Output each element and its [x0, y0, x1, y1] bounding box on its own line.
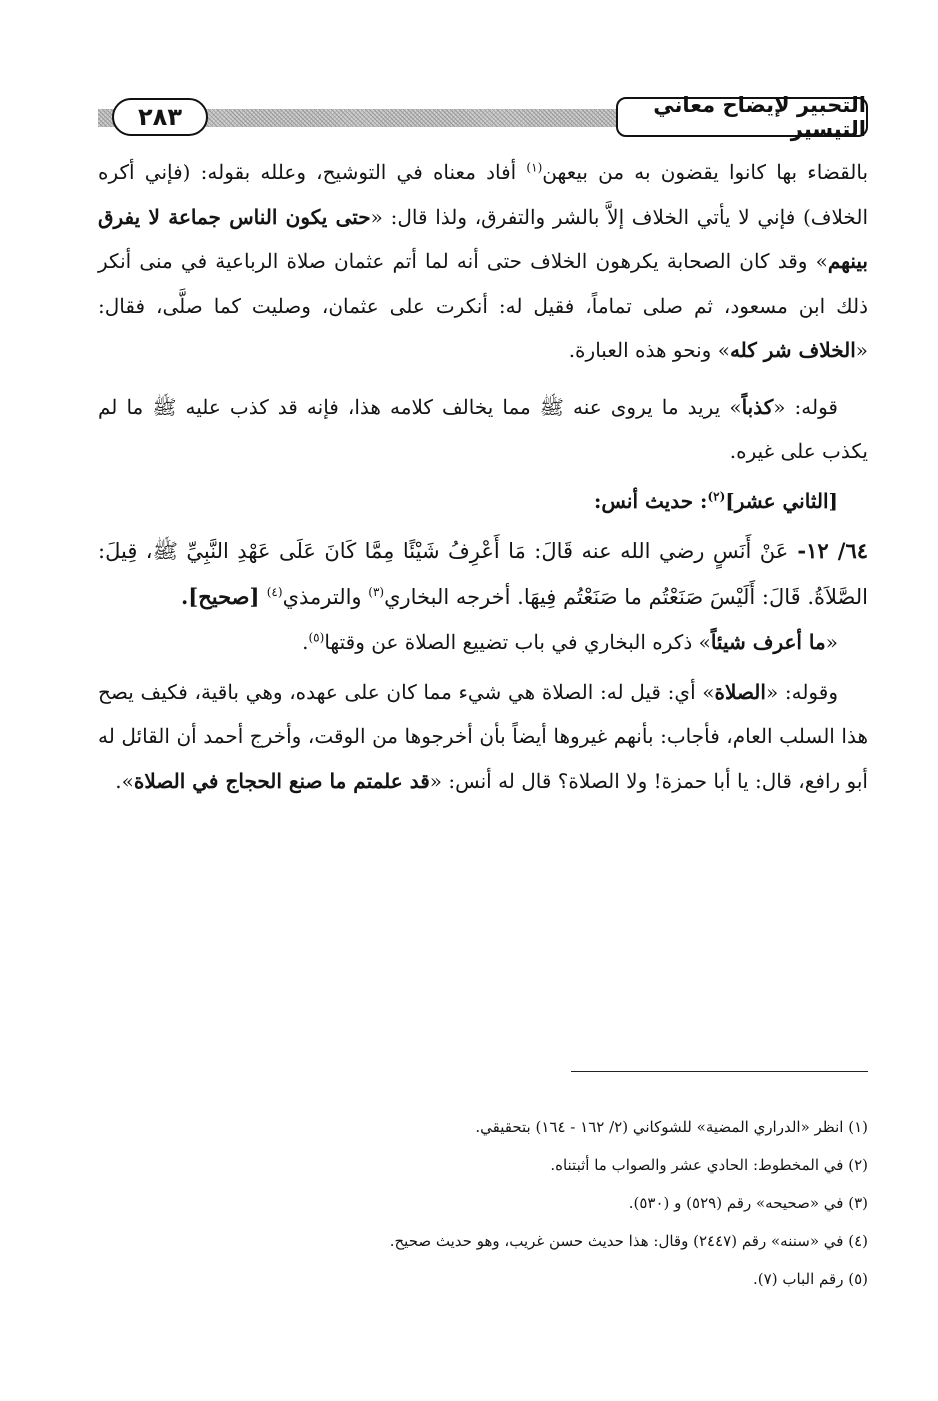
quoted-word: كذباً	[741, 394, 774, 419]
paragraph-4	[98, 670, 868, 804]
text-span: » يريد ما يروى عنه ﷺ مما يخالف كلامه هذا، فإنه قد كذب عليه ﷺ ما لم يكذب على غيره.	[98, 394, 868, 463]
footnote-1: (١) انظر «الدراري المضية» للشوكاني (٢/ ١٦٢ - ١٦٤) بتحقيقي.	[475, 1118, 868, 1136]
text-span: .	[302, 630, 309, 654]
footnote-ref-2: (٢)	[707, 488, 726, 503]
takhrij-text: أخرجه البخاري	[384, 585, 511, 609]
footnote-ref-5: (٥)	[308, 630, 325, 645]
text-span: وقوله: «	[765, 679, 838, 704]
text-span: أفاد معناه في التوشيح، وعلله بقوله: (فإني أكره الخلاف) فإني لا يأتي الخلاف إلاَّ بالشر والتفرق، ولذا قال: «	[98, 160, 868, 229]
text-span: «	[825, 630, 838, 654]
text-span: ».	[115, 768, 134, 793]
text-span: » ونحو هذه العبارة.	[568, 338, 730, 362]
section-heading	[98, 479, 868, 524]
quoted-hadith: حتى يكون الناس جماعة لا يفرق بينهم	[98, 204, 868, 273]
text-span: » ذكره البخاري في باب تضييع الصلاة عن وقتها	[324, 630, 711, 654]
footnote-separator	[571, 1071, 868, 1072]
running-header	[98, 95, 868, 141]
text-span: بالقضاء بها كانوا يقضون به من بيعهن	[542, 160, 869, 184]
section-title: : حديث أنس:	[594, 488, 708, 513]
footnote-3: (٣) في «صحيحه» رقم (٥٢٩) و (٥٣٠).	[628, 1194, 868, 1212]
footnote-ref-4: (٤)	[266, 585, 283, 599]
bracket: [	[828, 488, 838, 513]
footnote-ref-1: (١)	[526, 160, 543, 175]
quoted-saying: قد علمتم ما صنع الحجاج في الصلاة	[133, 768, 430, 793]
book-title: التحبير لإيضاح معاني التيسير	[616, 97, 868, 137]
text-span: قوله: «	[773, 394, 838, 419]
quoted-saying: الخلاف شر كله	[729, 338, 856, 362]
hadith-text	[98, 528, 868, 620]
paragraph-3	[98, 620, 868, 665]
page-number: ٢٨٣	[112, 98, 208, 136]
paragraph-1	[98, 150, 868, 373]
footnote-4: (٤) في «سننه» رقم (٢٤٤٧) وقال: هذا حديث حسن غريب، وهو حديث صحيح.	[389, 1232, 868, 1250]
main-text	[98, 150, 868, 803]
paragraph-2	[98, 385, 868, 474]
bracket: ]	[725, 488, 735, 513]
quoted-word: الصلاة	[714, 679, 766, 704]
quoted-phrase: ما أعرف شيئاً	[710, 630, 826, 654]
text-span: » وقد كان الصحابة يكرهون الخلاف حتى أنه لما أتم عثمان صلاة الرباعية في منى أنكر ذلك ابن مسعود، ثم صلى تماماً، فقيل له: أنكرت على عثمان، وصليت كما صلَّى، فقال: «	[98, 249, 868, 362]
hadith-grade: [صحيح].	[180, 584, 267, 609]
text-span: » أي: قيل له: الصلاة هي شيء مما كان على عهده، وهي باقية، فكيف يصح هذا السلب العام، فأجاب: بأنهم غيروها أيضاً بأن أخرجوها من الوقت، وأخرج أحمد أن القائل له أبو رافع، قال: يا أبا حمزة! ولا الصلاة؟ قال له أنس: «	[98, 679, 868, 793]
hadith-number: ٦٤/ ١٢-	[788, 538, 869, 563]
footnotes	[98, 1108, 868, 1298]
footnote-ref-3: (٣)	[368, 585, 385, 599]
footnote-5: (٥) رقم الباب (٧).	[753, 1270, 868, 1288]
hadith-body: عَنْ أَنَسٍ رضي الله عنه قَالَ: مَا أَعْرِفُ شَيْئًا مِمَّا كَانَ عَلَى عَهْدِ النَّبِيِّ ﷺ، قِيلَ: الصَّلاَةُ. قَالَ: أَلَيْسَ صَنَعْتُم ما صَنَعْتُم فِيهَا.	[98, 539, 868, 609]
section-label: الثاني عشر	[734, 488, 829, 513]
takhrij-text: والترمذي	[282, 585, 369, 609]
footnote-2: (٢) في المخطوط: الحادي عشر والصواب ما أثبتناه.	[550, 1156, 868, 1174]
